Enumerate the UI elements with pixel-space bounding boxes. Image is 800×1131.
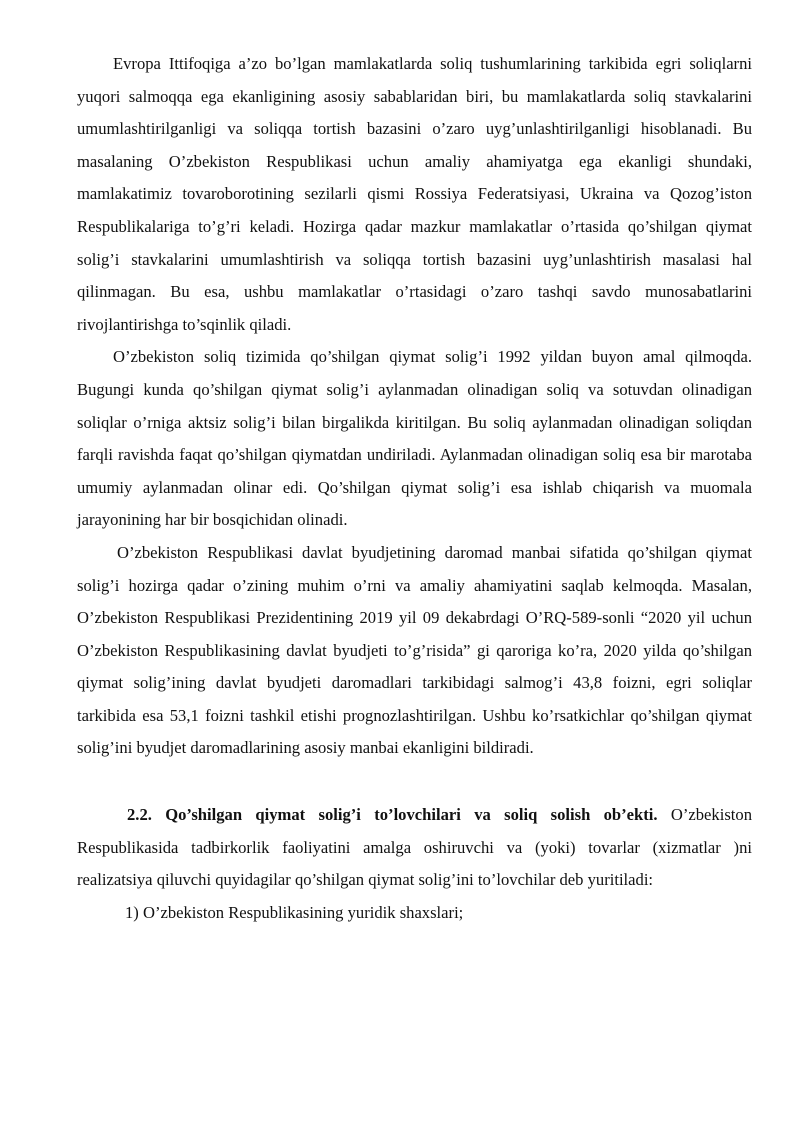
section-spacer	[77, 765, 752, 799]
section-heading: 2.2. Qo’shilgan qiymat solig’i to’lovchilari va soliq solish ob’ekti.	[127, 805, 658, 825]
document-page	[77, 48, 752, 929]
paragraph-vat-budget-role: O’zbekiston Respublikasi davlat byudjetining daromad manbai sifatida qo’shilgan qiymat solig’i hozirga qadar o’zining muhim o’rni va amaliy ahamiyatini saqlab kelmoqda. Masalan, O’zbekiston Respublikasi Prezidentining 2019 yil 09 dekabrdagi O’RQ-589-sonli “2020 yil uchun O’zbekiston Respublikasining davlat byudjeti to’g’risida” gi qaroriga ko’ra, 2020 yilda qo’shilgan qiymat solig’ining davlat byudjeti daromadlari tarkibidagi salmog’i 43,8 foizni, egri soliqlar tarkibida esa 53,1 foizni tashkil etishi prognozlashtirilgan. Ushbu ko’rsatkichlar qo’shilgan qiymat solig’ini byudjet daromadlarining asosiy manbai ekanligini bildiradi.	[77, 542, 752, 758]
section-intro-text: O’zbekiston Respublikasida tadbirkorlik faoliyatini amalga oshiruvchi va (yoki) tovarlar (xizmatlar )ni realizatsiya qiluvchi quyidagilar qo’shilgan qiymat solig’ini to’lovchilar deb yuritiladi:	[77, 805, 752, 890]
paragraph-eu-indirect-taxes: Evropa Ittifoqiga a’zo bo’lgan mamlakatlarda soliq tushumlarining tarkibida egri soliqlarni yuqori salmoqqa ega ekanligining asosiy sabablaridan biri, bu mamlakatlarda soliq stavkalarini umumlashtirilganligi va soliqqa tortish bazasini o’zaro uyg’unlashtirilganligi hisoblanadi. Bu masalaning O’zbekiston Respublikasi uchun amaliy ahamiyatga ega ekanligi shundaki, mamlakatimiz tovaroborotining sezilarli qismi Rossiya Federatsiyasi, Ukraina va Qozog’iston Respublikalariga to’g’ri keladi. Hozirga qadar mazkur mamlakatlar o’rtasida qo’shilgan qiymat solig’i stavkalarini umumlashtirish va soliqqa tortish bazasini uyg’unlashtirish masalasi hal qilinmagan. Bu esa, ushbu mamlakatlar o’rtasidagi o’zaro tashqi savdo munosabatlarini rivojlantirishga to’sqinlik qiladi.	[77, 54, 752, 334]
list-item: 1) O’zbekiston Respublikasining yuridik shaxslari;	[125, 902, 464, 922]
section-paragraph	[77, 799, 752, 897]
paragraph-vat-history: O’zbekiston soliq tizimida qo’shilgan qiymat solig’i 1992 yildan buyon amal qilmoqda. Bugungi kunda qo’shilgan qiymat solig’i aylanmadan olinadigan soliq va sotuvdan olinadigan soliqlar o’rniga aktsiz solig’i bilan birgalikda kiritilgan. Bu soliq aylanmadan olinadigan soliqdan farqli ravishda faqat qo’shilgan qiymatdan undiriladi. Aylanmadan olinadigan soliq esa bir marotaba umumiy aylanmadan olinar edi. Qo’shilgan qiymat solig’i esa ishlab chiqarish va muomala jarayonining har bir bosqichidan olinadi.	[77, 347, 752, 530]
